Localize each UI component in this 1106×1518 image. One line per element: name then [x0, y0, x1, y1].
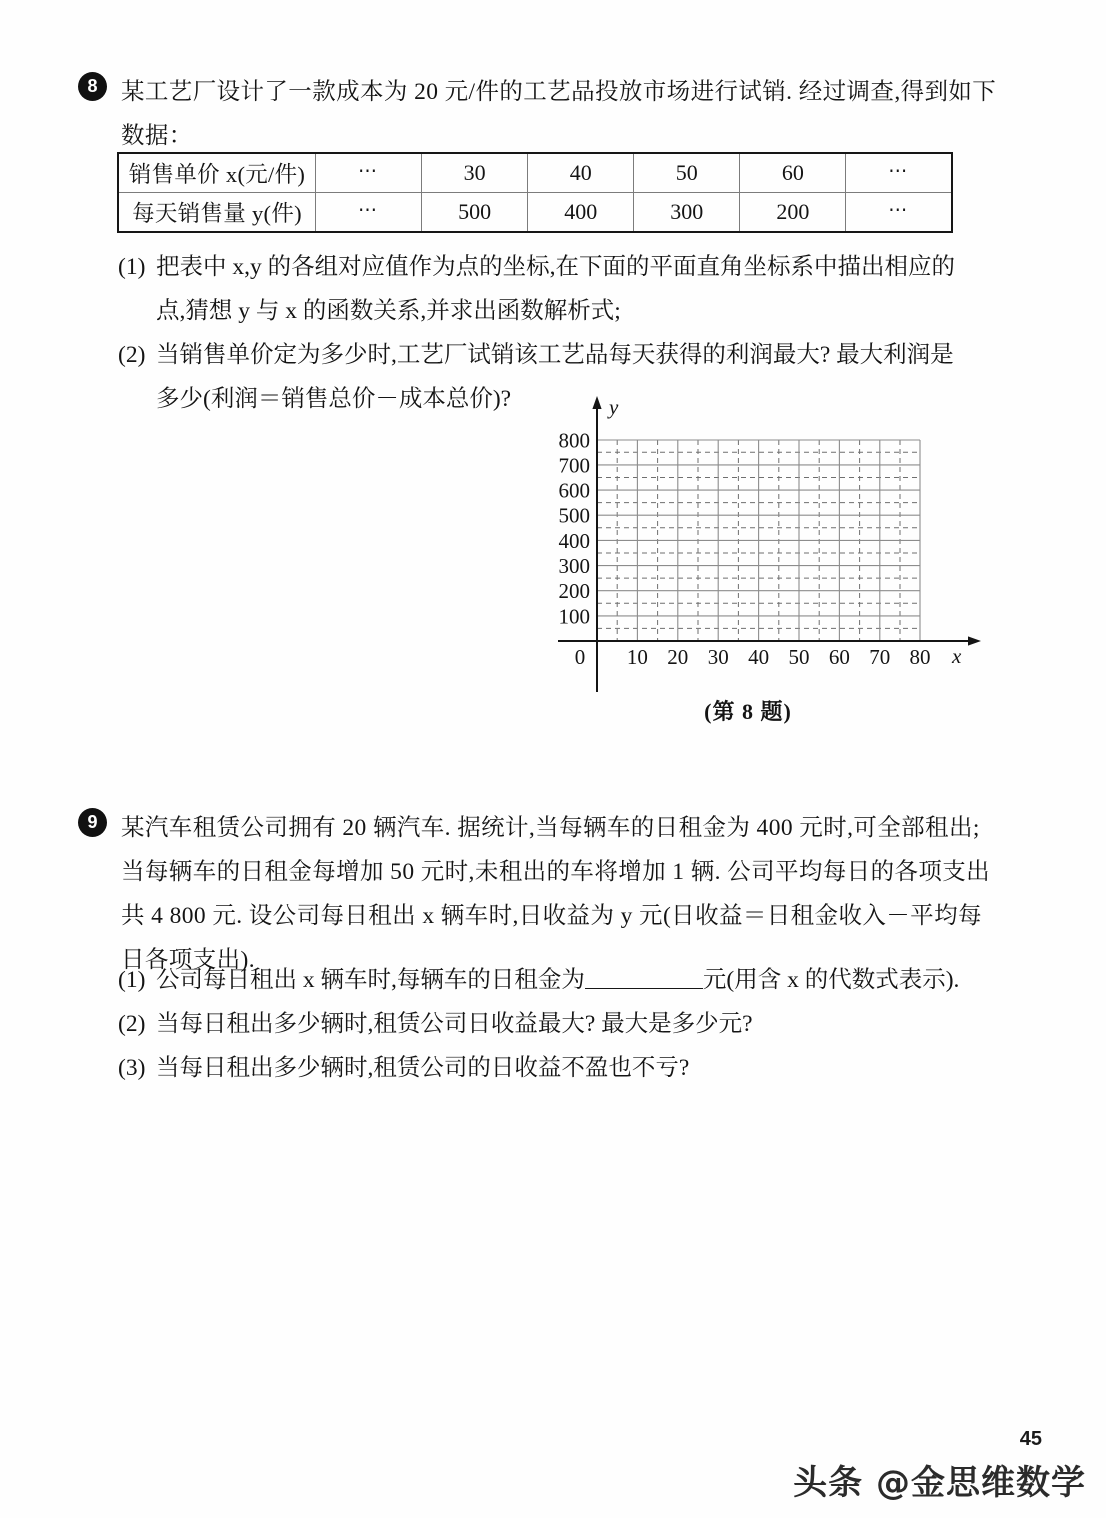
svg-text:70: 70 — [869, 645, 891, 669]
watermark: 头条 @金思维数学 — [793, 1463, 1086, 1503]
stem-line: 当每辆车的日租金每增加 50 元时,未租出的车将增加 1 辆. 公司平均每日的各项支出 — [121, 859, 991, 885]
axis-label-y: y — [609, 395, 619, 419]
coordinate-grid-svg — [548, 392, 1008, 692]
subquestion-text-after-blank: 元(用含 x 的代数式表示). — [702, 967, 960, 993]
svg-text:800: 800 — [558, 428, 590, 453]
table-cell: ⋯ — [846, 153, 952, 193]
stem-line: 某工艺厂设计了一款成本为 20 元/件的工艺品投放市场进行试销. 经过调查,得到如下 — [121, 79, 997, 105]
subquestion-text: 多少(利润＝销售总价－成本总价)? — [156, 386, 512, 412]
subquestion-label: (3) — [118, 1055, 146, 1081]
svg-text:60: 60 — [828, 645, 850, 669]
table-cell: 60 — [740, 153, 846, 193]
subquestion-9-2 — [118, 1002, 1018, 1046]
svg-text:40: 40 — [748, 645, 770, 669]
table-row — [118, 153, 952, 193]
stem-line: 某汽车租赁公司拥有 20 辆汽车. 据统计,当每辆车的日租金为 400 元时,可全部租出; — [121, 815, 980, 841]
axis-label-x: x — [952, 644, 962, 668]
problem-marker-8: 8 — [78, 72, 107, 101]
subquestion-9-1 — [118, 958, 1018, 1002]
svg-text:30: 30 — [707, 645, 729, 669]
svg-text:20: 20 — [667, 645, 689, 669]
answer-blank[interactable] — [585, 988, 703, 989]
svg-text:0: 0 — [574, 645, 586, 669]
table-cell: ⋯ — [316, 193, 422, 233]
svg-text:500: 500 — [558, 503, 590, 528]
table-cell: 300 — [634, 193, 740, 233]
svg-text:600: 600 — [558, 478, 590, 503]
problem-marker-9: 9 — [78, 808, 107, 837]
subquestion-label: (1) — [118, 254, 146, 280]
stem-line: 数据： — [121, 123, 193, 149]
subquestion-8-2 — [118, 333, 1018, 377]
problem-8 — [78, 70, 1018, 158]
table-cell: 50 — [634, 153, 740, 193]
y-tick-labels — [559, 429, 591, 629]
subquestion-9-3 — [118, 1046, 1018, 1090]
subquestion-label: (2) — [118, 1011, 146, 1037]
svg-text:200: 200 — [558, 579, 590, 604]
subquestion-text: 点,猜想 y 与 x 的函数关系,并求出函数解析式; — [156, 298, 621, 324]
subquestion-text-before-blank: 公司每日租出 x 辆车时,每辆车的日租金为 — [156, 967, 585, 993]
page-number: 45 — [1019, 1428, 1042, 1450]
stem-line: 共 4 800 元. 设公司每日租出 x 辆车时,日收益为 y 元(日收益＝日租金收入－平均每 — [121, 903, 982, 929]
svg-text:300: 300 — [558, 554, 590, 579]
subquestion-label: (2) — [118, 342, 146, 368]
sales-data-table — [117, 152, 953, 233]
svg-text:100: 100 — [558, 604, 590, 629]
problem-9 — [78, 806, 1018, 982]
table-cell: ⋯ — [316, 153, 422, 193]
svg-text:50: 50 — [788, 645, 810, 669]
problem-8-stem — [121, 70, 1018, 158]
table-cell: 40 — [528, 153, 634, 193]
figure-caption: (第 8 题) — [704, 699, 792, 724]
x-tick-labels — [575, 645, 931, 669]
table-cell: 30 — [422, 153, 528, 193]
svg-text:80: 80 — [909, 645, 931, 669]
problem-9-subquestions — [118, 958, 1018, 1090]
table-cell: 400 — [528, 193, 634, 233]
coordinate-grid-figure — [548, 392, 1008, 742]
svg-text:10: 10 — [626, 645, 648, 669]
subquestion-8-1 — [118, 245, 1018, 289]
row-header: 每天销售量 y(件) — [118, 193, 316, 233]
subquestion-8-1-cont — [118, 289, 1018, 333]
table-cell: ⋯ — [846, 193, 952, 233]
svg-text:400: 400 — [558, 528, 590, 553]
grid-major — [597, 440, 920, 641]
problem-9-stem — [121, 806, 1018, 982]
subquestion-text: 把表中 x,y 的各组对应值作为点的坐标,在下面的平面直角坐标系中描出相应的 — [156, 254, 955, 280]
subquestion-text: 当每日租出多少辆时,租赁公司日收益最大? 最大是多少元? — [156, 1011, 753, 1037]
subquestion-text: 当每日租出多少辆时,租赁公司的日收益不盈也不亏? — [156, 1055, 690, 1081]
stem-line: 日各项支出). — [121, 947, 256, 973]
table-cell: 500 — [422, 193, 528, 233]
subquestion-label: (1) — [118, 967, 146, 993]
table-cell: 200 — [740, 193, 846, 233]
svg-text:700: 700 — [558, 453, 590, 478]
table-row — [118, 193, 952, 233]
subquestion-text: 当销售单价定为多少时,工艺厂试销该工艺品每天获得的利润最大? 最大利润是 — [156, 342, 954, 368]
row-header: 销售单价 x(元/件) — [118, 153, 316, 193]
